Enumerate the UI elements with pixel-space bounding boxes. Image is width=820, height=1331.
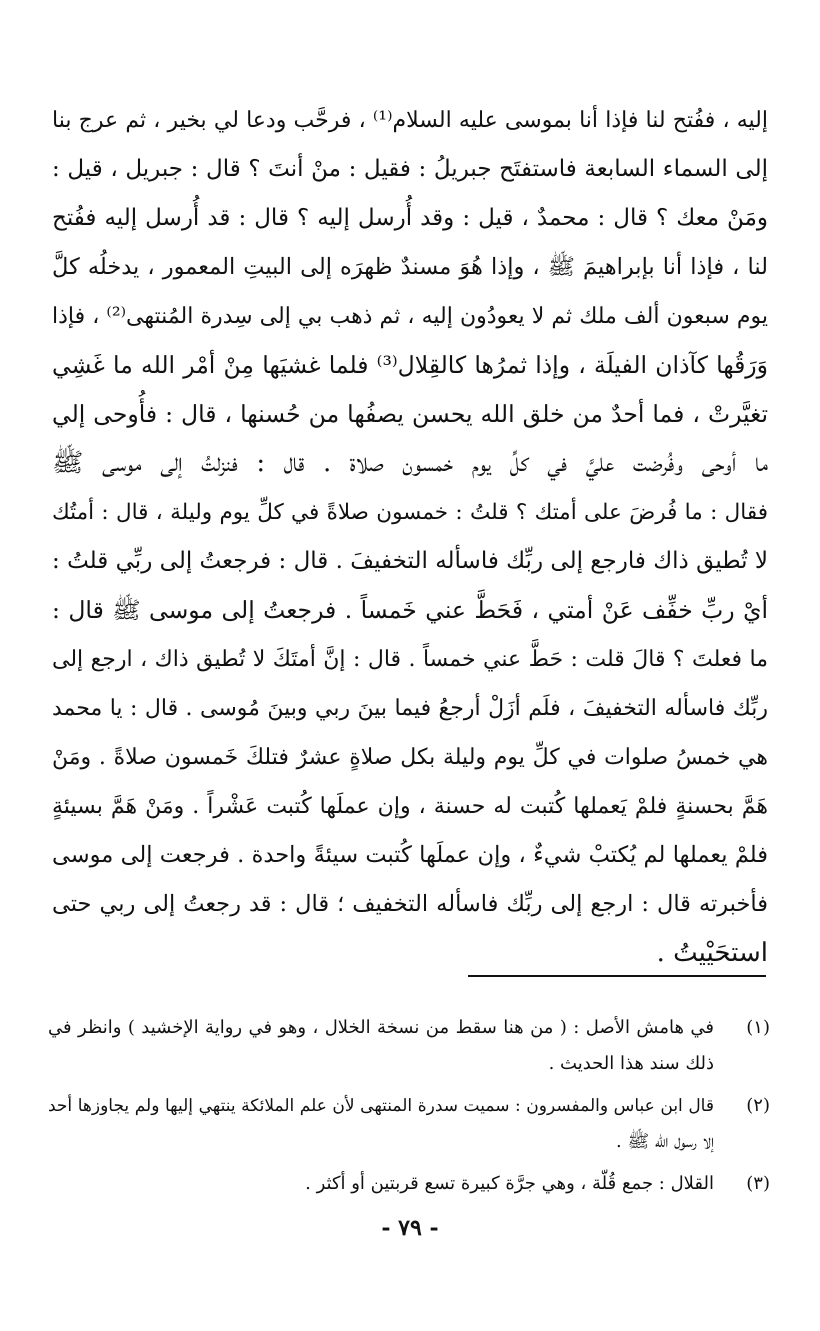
text-line: ما فعلتَ ؟ قالَ قلت : حَطَّ عني خمساً . قال : إنَّ أمتَكَ لا تُطيق ذاك ، ارجع إلى [52,647,768,672]
footnote-line: إلا رسول الله ﷺ . [616,1131,714,1152]
text-line: فقال : ما فُرضَ على أمتك ؟ قلتُ : خمسون صلاةً في كلِّ يوم وليلة ، قال : أمتُك [52,500,768,525]
text-line: لا تُطيق ذاك فارجع إلى ربِّك فاسأله التخفيفَ . قال : فرجعتُ إلى ربِّي قلتُ : [52,548,768,574]
text-line: استحَيْيتُ . [656,938,768,968]
text-line: تغيَّرتْ ، فما أحدٌ من خلق الله يحسن يصفُها من حُسنها ، قال : فأُوحى إلي [52,400,768,428]
text-line: يوم سبعون ألف ملك ثم لا يعودُون إليه ، ثم ذهب بي إلى سِدرة المُنتهى⁽²⁾ ، فإذا [52,304,768,329]
text-line: ما أوحى وفُرضت عليَّ في كلِّ يوم خمسون صلاة . قال : فنزلتُ إلى موسى ﷺ [52,448,768,478]
footnote-number: (٢) [746,1095,770,1116]
footnote-2 [48,1088,770,1160]
text-line: وَرَقُها كآذان الفيلَة ، وإذا ثمرُها كالقِلال⁽³⁾ فلما غشيَها مِنْ أمْر الله ما غَشِي [52,351,769,379]
main-text [52,96,768,978]
footnote-number: (١) [746,1017,770,1038]
page-number: - ٧٩ - [381,1215,439,1241]
footnote-3 [48,1166,770,1202]
footnote-line: قال ابن عباس والمفسرون : سميت سدرة المنتهى لأن علم الملائكة ينتهي إليها ولم يجاوزها أحد [48,1096,714,1116]
text-line: هَمَّ بحسنةٍ فلمْ يَعملها كُتبت له حسنة ، وإن عملَها كُتبت عَشْراً . ومَنْ هَمَّ بسيئةٍ [52,794,768,819]
footnote-number: (٣) [746,1173,770,1194]
footnote-line: ذلك سند هذا الحديث . [548,1053,714,1074]
footnotes [48,1010,770,1208]
footnote-1 [48,1010,770,1082]
text-line: فأخبرته قال : ارجع إلى ربِّك فاسأله التخفيف ؛ قال : قد رجعتُ إلى ربي حتى [52,891,768,917]
text-line: إليه ، ففُتح لنا فإذا أنا بموسى عليه السلام⁽¹⁾ ، فرحَّب ودعا لي بخير ، ثم عرج بنا [52,108,768,133]
footnote-line: القلال : جمع قُلّة ، وهي جرَّة كبيرة تسع قربتين أو أكثر . [305,1173,714,1194]
text-line: فلمْ يعملها لم يُكتبْ شيءٌ ، وإن عملَها كُتبت سيئةً واحدة . فرجعت إلى موسى [52,842,768,868]
footnote-line: في هامش الأصل : ( من هنا سقط من نسخة الخلال ، وهو في رواية الإخشيد ) وانظر في [48,1017,714,1038]
text-line: إلى السماء السابعة فاستفتَح جبريلُ : فقيل : منْ أنتَ ؟ قال : جبريل ، قيل : [52,156,768,182]
footnote-separator [468,975,766,977]
text-line: ومَنْ معك ؟ قال : محمدٌ ، قيل : وقد أُرسل إليه ؟ قال : قد أُرسل إليه ففُتح [52,205,768,231]
text-line: لنا ، فإذا أنا بإبراهيمَ ﷺ ، وإذا هُوَ مسندٌ ظهرَه إلى البيتِ المعمور ، يدخلُه كلَّ [52,254,768,280]
text-line: هي خمسُ صلوات في كلِّ يوم وليلة بكل صلاةٍ عشرٌ فتلكَ خَمسون صلاةً . ومَنْ [52,745,768,770]
text-line: أيْ ربِّ خفِّف عَنْ أمتي ، فَحَطَّ عني خَمساً . فرجعتُ إلى موسى ﷺ قال : [52,596,768,624]
text-line: ربِّك فاسأله التخفيفَ ، فلَم أزَلْ أرجعُ فيما بينَ ربي وبينَ مُوسى . قال : يا محمد [52,696,768,721]
